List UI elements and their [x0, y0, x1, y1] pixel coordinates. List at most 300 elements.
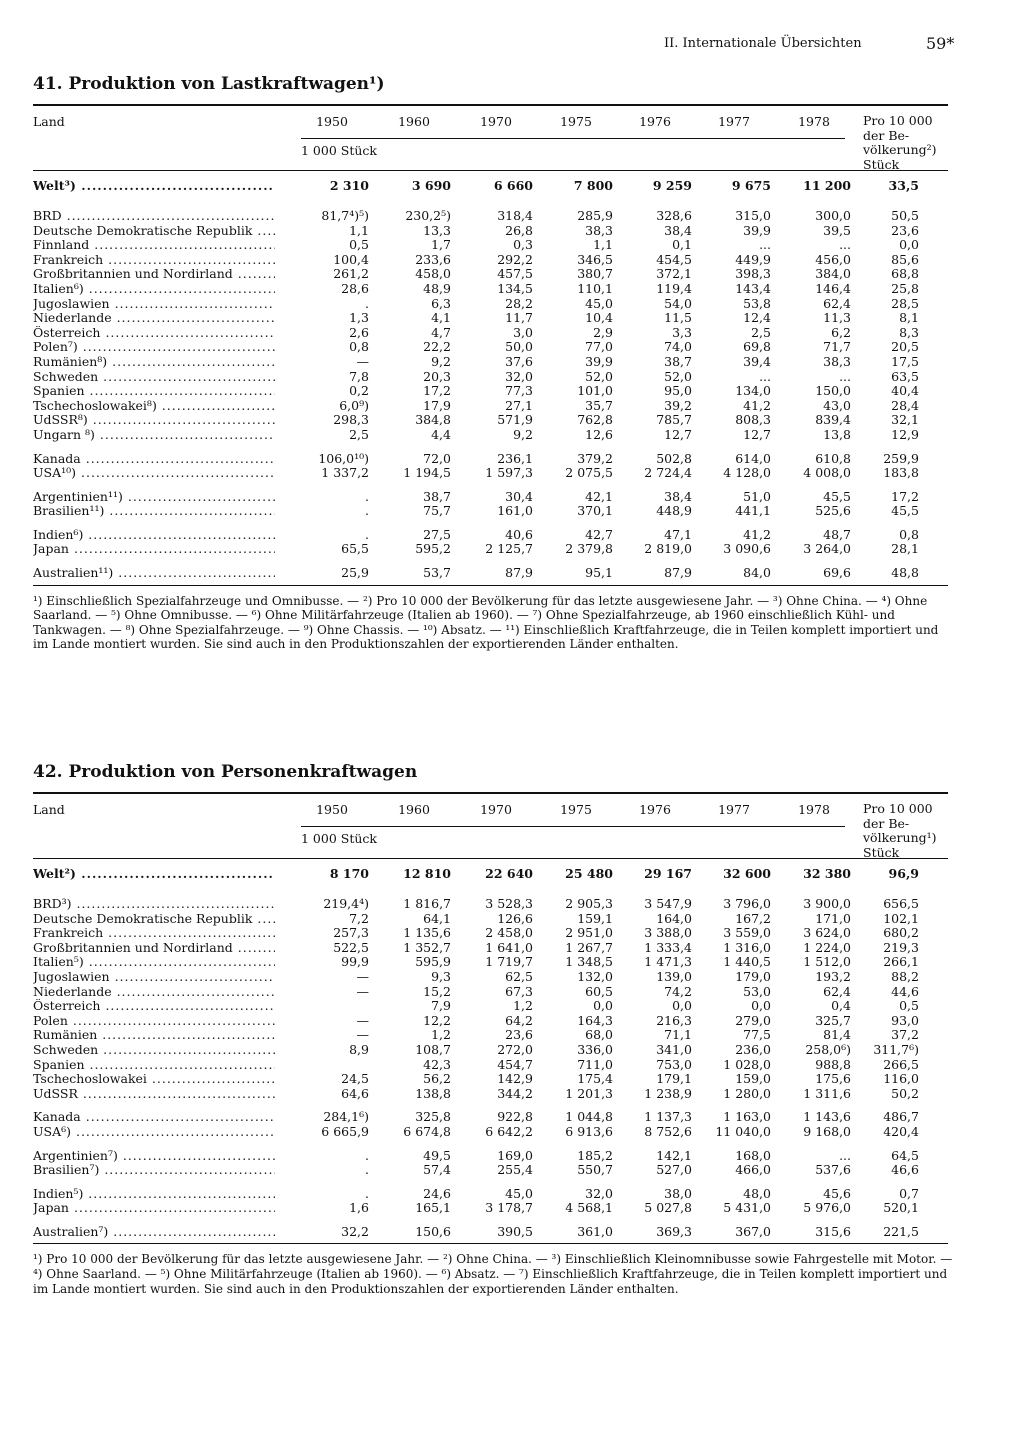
value-cell: .	[365, 488, 369, 504]
value-cell: 236,1	[497, 450, 533, 466]
value-cell: 527,0	[656, 1162, 692, 1178]
table-row	[33, 1187, 948, 1202]
value-cell: 3 264,0	[803, 541, 851, 557]
country-name: Finnland .....	[33, 238, 275, 253]
page-header	[0, 36, 1024, 56]
table-row	[33, 1087, 948, 1102]
per-capita-cell: 0,7	[899, 1185, 919, 1201]
value-cell: 9,2	[431, 353, 451, 369]
value-cell: 134,5	[497, 280, 533, 296]
value-cell: 164,0	[656, 910, 692, 926]
value-cell: 0,0	[593, 998, 613, 1014]
value-cell: 7,8	[349, 368, 369, 384]
value-cell: 236,0	[735, 1041, 771, 1057]
value-cell: 2 951,0	[565, 925, 613, 941]
table-row	[33, 941, 948, 956]
value-cell: 41,2	[743, 397, 771, 413]
value-cell: 11 040,0	[715, 1123, 771, 1139]
value-cell: 20,3	[423, 368, 451, 384]
value-cell: 139,0	[656, 968, 692, 984]
value-cell: 315,6	[815, 1223, 851, 1239]
value-cell: 38,4	[664, 222, 692, 238]
value-cell: 922,8	[497, 1109, 533, 1125]
value-cell: 762,8	[577, 412, 613, 428]
value-cell: 3 900,0	[803, 896, 851, 911]
value-cell: 179,0	[735, 968, 771, 984]
table-42-header	[33, 794, 948, 858]
value-cell: 52,0	[585, 368, 613, 384]
value-cell: 48,9	[423, 280, 451, 296]
unit-label: 1 000 Stück	[301, 831, 377, 846]
value-cell: 292,2	[497, 251, 533, 267]
value-cell: 164,3	[577, 1012, 613, 1028]
per-capita-cell: 266,5	[883, 1056, 919, 1072]
value-cell: 7,2	[349, 910, 369, 926]
country-name: Italien⁵) .....	[33, 955, 275, 970]
value-cell: 30,4	[505, 488, 533, 504]
value-cell: 24,6	[423, 1185, 451, 1201]
value-cell: ...	[759, 368, 771, 384]
value-cell: 384,8	[415, 412, 451, 428]
value-cell: 380,7	[577, 266, 613, 282]
per-capita-cell: 102,1	[883, 910, 919, 926]
value-cell: ...	[839, 237, 851, 253]
value-cell: 988,8	[815, 1056, 851, 1072]
table-row	[33, 224, 948, 239]
value-cell: 29 167	[644, 866, 692, 881]
value-cell: 62,5	[505, 968, 533, 984]
per-capita-cell: 28,4	[891, 397, 919, 413]
value-cell: 45,0	[505, 1185, 533, 1201]
value-cell: 12,6	[585, 426, 613, 442]
value-cell: 51,0	[743, 488, 771, 504]
value-cell: 87,9	[664, 565, 692, 581]
country-name: Österreich .....	[33, 326, 275, 341]
country-name: Welt³) .....	[33, 179, 275, 194]
value-cell: 595,2	[415, 541, 451, 557]
value-cell: 159,1	[577, 910, 613, 926]
value-cell: 25 480	[565, 866, 613, 881]
value-cell: 22 640	[485, 866, 533, 881]
value-cell: 165,1	[415, 1200, 451, 1216]
country-name: Tschechoslowakei⁸) .....	[33, 399, 275, 414]
value-cell: 0,8	[349, 339, 369, 355]
country-name: Australien⁷) .....	[33, 1225, 275, 1240]
value-cell: 65,5	[341, 541, 369, 557]
value-cell: 52,0	[664, 368, 692, 384]
value-cell: 39,9	[743, 222, 771, 238]
per-capita-cell: 96,9	[888, 866, 919, 881]
value-cell: 3 624,0	[803, 925, 851, 941]
value-cell: 47,1	[664, 526, 692, 542]
value-cell: 45,0	[585, 295, 613, 311]
value-cell: 15,2	[423, 983, 451, 999]
table-42-body	[33, 859, 948, 1239]
value-cell: 27,5	[423, 526, 451, 542]
value-cell: 3 690	[411, 178, 451, 193]
value-cell: 0,0	[672, 998, 692, 1014]
table-row	[33, 253, 948, 268]
value-cell: 336,0	[577, 1041, 613, 1057]
column-header-year: 1975	[560, 802, 592, 817]
value-cell: 26,8	[505, 222, 533, 238]
value-cell: 56,2	[423, 1071, 451, 1087]
value-cell: 1 471,3	[644, 954, 692, 970]
per-capita-cell: 311,7⁶)	[873, 1041, 919, 1057]
value-cell: 367,0	[735, 1223, 771, 1239]
value-cell: 1 337,2	[321, 465, 369, 481]
per-capita-cell: 0,8	[899, 526, 919, 542]
value-cell: 449,9	[735, 251, 771, 267]
value-cell: 341,0	[656, 1041, 692, 1057]
per-capita-cell: 44,6	[891, 983, 919, 999]
value-cell: 100,4	[333, 251, 369, 267]
country-name: BRD .....	[33, 209, 275, 224]
table-row	[33, 985, 948, 1000]
column-header-per-capita: Pro 10 000 der Be- völkerung²) Stück	[863, 113, 937, 172]
value-cell: 23,6	[505, 1027, 533, 1043]
unit-rule	[301, 138, 845, 139]
value-cell: 138,8	[415, 1085, 451, 1101]
value-cell: 175,6	[815, 1071, 851, 1087]
country-name: Kanada .....	[33, 452, 275, 467]
value-cell: 60,5	[585, 983, 613, 999]
value-cell: 41,2	[743, 526, 771, 542]
value-cell: 219,4⁴)	[323, 896, 369, 911]
value-cell: 808,3	[735, 412, 771, 428]
value-cell: 3 178,7	[485, 1200, 533, 1216]
value-cell: 4 568,1	[565, 1200, 613, 1216]
country-name: Polen .....	[33, 1014, 275, 1029]
value-cell: 3 796,0	[723, 896, 771, 911]
value-cell: 13,8	[823, 426, 851, 442]
value-cell: 318,4	[497, 208, 533, 223]
table-row	[33, 1043, 948, 1058]
table-row	[33, 970, 948, 985]
value-cell: 38,3	[585, 222, 613, 238]
value-cell: 839,4	[815, 412, 851, 428]
value-cell: 369,3	[656, 1223, 692, 1239]
value-cell: 315,0	[735, 208, 771, 223]
country-name: Niederlande .....	[33, 311, 275, 326]
value-cell: 571,9	[497, 412, 533, 428]
value-cell: 6 665,9	[321, 1123, 369, 1139]
table-42-title: 42. Produktion von Personenkraftwagen	[33, 762, 418, 782]
country-name: Frankreich .....	[33, 926, 275, 941]
table-row	[33, 326, 948, 341]
table-row	[33, 566, 948, 581]
value-cell: 32,2	[341, 1223, 369, 1239]
table-row	[33, 384, 948, 399]
value-cell: 3 388,0	[644, 925, 692, 941]
table-42-footnotes: ¹) Pro 10 000 der Bevölkerung für das letzte ausgewiesene Jahr. — ²) Ohne China. — ³) Einschließlich Kleinomnibusse sowie Fahrgestelle mit Motor. — ⁴) Ohne Saarland. — ⁵) Ohne Militärfahrzeuge (Italien ab 1960). — ⁶) Absatz. — ⁷) Einschließlich Kraftfahrzeuge, die in Teilen komplett importiert und im Lande montiert wurden. Sie sind auch in den Produktionszahlen der exportierenden Länder enthalten.	[33, 1252, 953, 1296]
value-cell: 5 976,0	[803, 1200, 851, 1216]
value-cell: 255,4	[497, 1162, 533, 1178]
value-cell: 143,4	[735, 280, 771, 296]
value-cell: 69,8	[743, 339, 771, 355]
value-cell: 502,8	[656, 450, 692, 466]
per-capita-cell: 259,9	[883, 450, 919, 466]
per-capita-cell: 63,5	[891, 368, 919, 384]
value-cell: 1 816,7	[403, 896, 451, 911]
value-cell: 325,7	[815, 1012, 851, 1028]
value-cell: 2 310	[329, 178, 369, 193]
table-row	[33, 926, 948, 941]
value-cell: —	[356, 1027, 369, 1043]
value-cell: 142,9	[497, 1071, 533, 1087]
per-capita-cell: 37,2	[891, 1027, 919, 1043]
value-cell: 300,0	[815, 208, 851, 223]
value-cell: 372,1	[656, 266, 692, 282]
value-cell: 9 259	[652, 178, 692, 193]
per-capita-cell: 25,8	[891, 280, 919, 296]
per-capita-cell: 8,1	[899, 310, 919, 326]
value-cell: 11,3	[823, 310, 851, 326]
value-cell: 3,3	[672, 324, 692, 340]
value-cell: 9 675	[731, 178, 771, 193]
value-cell: 7,9	[431, 998, 451, 1014]
value-cell: 9 168,0	[803, 1123, 851, 1139]
table-row	[33, 1014, 948, 1029]
value-cell: 12 810	[403, 866, 451, 881]
value-cell: 328,6	[656, 208, 692, 223]
per-capita-cell: 221,5	[883, 1223, 919, 1239]
country-name: Spanien .....	[33, 384, 275, 399]
country-name: Jugoslawien .....	[33, 297, 275, 312]
value-cell: 35,7	[585, 397, 613, 413]
value-cell: 456,0	[815, 251, 851, 267]
value-cell: 595,9	[415, 954, 451, 970]
value-cell: 32 600	[723, 866, 771, 881]
bottom-rule	[33, 585, 948, 586]
value-cell: 325,8	[415, 1109, 451, 1125]
value-cell: 2 125,7	[485, 541, 533, 557]
value-cell: 370,1	[577, 503, 613, 519]
value-cell: 2 075,5	[565, 465, 613, 481]
value-cell: 32,0	[585, 1185, 613, 1201]
value-cell: 95,0	[664, 383, 692, 399]
value-cell: 12,7	[743, 426, 771, 442]
column-header-year: 1976	[639, 114, 671, 129]
value-cell: .	[365, 295, 369, 311]
value-cell: 25,9	[341, 565, 369, 581]
table-row	[33, 999, 948, 1014]
per-capita-cell: 266,1	[883, 954, 919, 970]
value-cell: 5 431,0	[723, 1200, 771, 1216]
country-name: Jugoslawien .....	[33, 970, 275, 985]
country-name: Australien¹¹) .....	[33, 566, 275, 581]
value-cell: 230,2⁵)	[405, 208, 451, 223]
value-cell: 17,9	[423, 397, 451, 413]
country-name: Frankreich .....	[33, 253, 275, 268]
per-capita-cell: 12,9	[891, 426, 919, 442]
value-cell: 2,9	[593, 324, 613, 340]
value-cell: 0,1	[672, 237, 692, 253]
value-cell: 43,0	[823, 397, 851, 413]
value-cell: 457,5	[497, 266, 533, 282]
column-header-per-capita: Pro 10 000 der Be- völkerung¹) Stück	[863, 801, 937, 860]
value-cell: 7 800	[573, 178, 613, 193]
value-cell: 1 044,8	[565, 1109, 613, 1125]
value-cell: 42,1	[585, 488, 613, 504]
value-cell: 67,3	[505, 983, 533, 999]
country-name: USA⁶) .....	[33, 1125, 275, 1140]
per-capita-cell: 28,1	[891, 541, 919, 557]
country-name: Kanada .....	[33, 1110, 275, 1125]
country-name: Ungarn ⁸) .....	[33, 428, 275, 443]
value-cell: 119,4	[656, 280, 692, 296]
column-header-land: Land	[33, 114, 65, 129]
per-capita-cell: 48,8	[891, 565, 919, 581]
value-cell: 50,0	[505, 339, 533, 355]
value-cell: 1 137,3	[644, 1109, 692, 1125]
value-cell: 6 660	[493, 178, 533, 193]
value-cell: 1,2	[513, 998, 533, 1014]
country-name: Japan .....	[33, 1201, 275, 1216]
value-cell: 284,1⁶)	[323, 1109, 369, 1125]
per-capita-cell: 93,0	[891, 1012, 919, 1028]
value-cell: 441,1	[735, 503, 771, 519]
value-cell: 68,0	[585, 1027, 613, 1043]
value-cell: 193,2	[815, 968, 851, 984]
table-row	[33, 955, 948, 970]
value-cell: 2,6	[349, 324, 369, 340]
value-cell: 285,9	[577, 208, 613, 223]
table-42-section	[33, 762, 953, 1296]
value-cell: 1 641,0	[485, 939, 533, 955]
value-cell: 0,0	[751, 998, 771, 1014]
value-cell: 185,2	[577, 1147, 613, 1163]
per-capita-cell: 8,3	[899, 324, 919, 340]
table-row	[33, 297, 948, 312]
value-cell: 69,6	[823, 565, 851, 581]
table-row	[33, 179, 948, 203]
value-cell: 161,0	[497, 503, 533, 519]
country-name: Großbritannien und Nordirland .....	[33, 267, 275, 282]
value-cell: 525,6	[815, 503, 851, 519]
value-cell: 40,6	[505, 526, 533, 542]
value-cell: .	[365, 1185, 369, 1201]
header-section-title: II. Internationale Übersichten	[664, 36, 862, 51]
table-41-section	[33, 74, 948, 652]
value-cell: 132,0	[577, 968, 613, 984]
value-cell: 753,0	[656, 1056, 692, 1072]
country-name: Brasilien⁷) .....	[33, 1163, 275, 1178]
table-row	[33, 282, 948, 297]
column-header-year: 1960	[398, 114, 430, 129]
value-cell: 2 724,4	[644, 465, 692, 481]
table-row	[33, 1149, 948, 1164]
value-cell: 3 547,9	[644, 896, 692, 911]
country-name: UdSSR⁸) .....	[33, 413, 275, 428]
value-cell: 614,0	[735, 450, 771, 466]
value-cell: 610,8	[815, 450, 851, 466]
country-name: Großbritannien und Nordirland .....	[33, 941, 275, 956]
per-capita-cell: 680,2	[883, 925, 919, 941]
column-header-year: 1950	[316, 114, 348, 129]
table-row	[33, 355, 948, 370]
value-cell: 126,6	[497, 910, 533, 926]
value-cell: 2,5	[349, 426, 369, 442]
table-row	[33, 490, 948, 505]
value-cell: 84,0	[743, 565, 771, 581]
value-cell: 272,0	[497, 1041, 533, 1057]
value-cell: 4,4	[431, 426, 451, 442]
value-cell: 1 316,0	[723, 939, 771, 955]
table-row	[33, 370, 948, 385]
value-cell: 10,4	[585, 310, 613, 326]
value-cell: 38,7	[423, 488, 451, 504]
value-cell: 6,3	[431, 295, 451, 311]
country-name: Indien⁵) .....	[33, 1187, 275, 1202]
value-cell: —	[356, 1012, 369, 1028]
table-row	[33, 1072, 948, 1087]
value-cell: 2 458,0	[485, 925, 533, 941]
value-cell: 466,0	[735, 1162, 771, 1178]
value-cell: 39,4	[743, 353, 771, 369]
country-name: UdSSR .....	[33, 1087, 275, 1102]
column-header-year: 1960	[398, 802, 430, 817]
value-cell: 3 528,3	[485, 896, 533, 911]
value-cell: 1 224,0	[803, 939, 851, 955]
per-capita-cell: 17,2	[891, 488, 919, 504]
value-cell: 81,4	[823, 1027, 851, 1043]
per-capita-cell: 50,2	[891, 1085, 919, 1101]
country-name: Argentinien¹¹) .....	[33, 490, 275, 505]
value-cell: 53,7	[423, 565, 451, 581]
value-cell: 4,1	[431, 310, 451, 326]
column-header-year: 1970	[480, 114, 512, 129]
value-cell: 62,4	[823, 983, 851, 999]
value-cell: 38,0	[664, 1185, 692, 1201]
table-41-footnotes: ¹) Einschließlich Spezialfahrzeuge und Omnibusse. — ²) Pro 10 000 der Bevölkerung für das letzte ausgewiesene Jahr. — ³) Ohne China. — ⁴) Ohne Saarland. — ⁵) Ohne Omnibusse. — ⁶) Ohne Militärfahrzeuge (Italien ab 1960). — ⁷) Ohne Spezialfahrzeuge, ab 1960 einschließlich Kühl- und Tankwagen. — ⁸) Ohne Spezialfahrzeuge. — ⁹) Ohne Chassis. — ¹⁰) Absatz. — ¹¹) Einschließlich Kraftfahrzeuge, die in Teilen komplett importiert und im Lande montiert wurden. Sie sind auch in den Produktionszahlen der exportierenden Länder enthalten.	[33, 593, 939, 652]
country-name: Polen⁷) .....	[33, 340, 275, 355]
value-cell: 1,6	[349, 1200, 369, 1216]
value-cell: 384,0	[815, 266, 851, 282]
country-name: Spanien .....	[33, 1058, 275, 1073]
value-cell: 38,3	[823, 353, 851, 369]
value-cell: 3 090,6	[723, 541, 771, 557]
value-cell: 95,1	[585, 565, 613, 581]
value-cell: 379,2	[577, 450, 613, 466]
table-row	[33, 413, 948, 428]
per-capita-cell: 64,5	[891, 1147, 919, 1163]
country-name: Japan .....	[33, 542, 275, 557]
country-name: Indien⁶) .....	[33, 528, 275, 543]
value-cell: 71,7	[823, 339, 851, 355]
table-row	[33, 1163, 948, 1178]
table-row	[33, 897, 948, 912]
column-header-land: Land	[33, 802, 65, 817]
column-header-year: 1978	[798, 114, 830, 129]
table-row	[33, 1125, 948, 1140]
value-cell: 81,7⁴)⁵)	[321, 208, 369, 223]
page-number: 59*	[926, 34, 955, 53]
table-row	[33, 1058, 948, 1073]
value-cell: 13,3	[423, 222, 451, 238]
country-name: Tschechoslowakei .....	[33, 1072, 275, 1087]
value-cell: 24,5	[341, 1071, 369, 1087]
value-cell: 1 348,5	[565, 954, 613, 970]
value-cell: 134,0	[735, 383, 771, 399]
value-cell: 64,2	[505, 1012, 533, 1028]
per-capita-cell: 219,3	[883, 939, 919, 955]
per-capita-cell: 88,2	[891, 968, 919, 984]
value-cell: 1 143,6	[803, 1109, 851, 1125]
value-cell: 159,0	[735, 1071, 771, 1087]
value-cell: 168,0	[735, 1147, 771, 1163]
country-name: Rumänien .....	[33, 1028, 275, 1043]
